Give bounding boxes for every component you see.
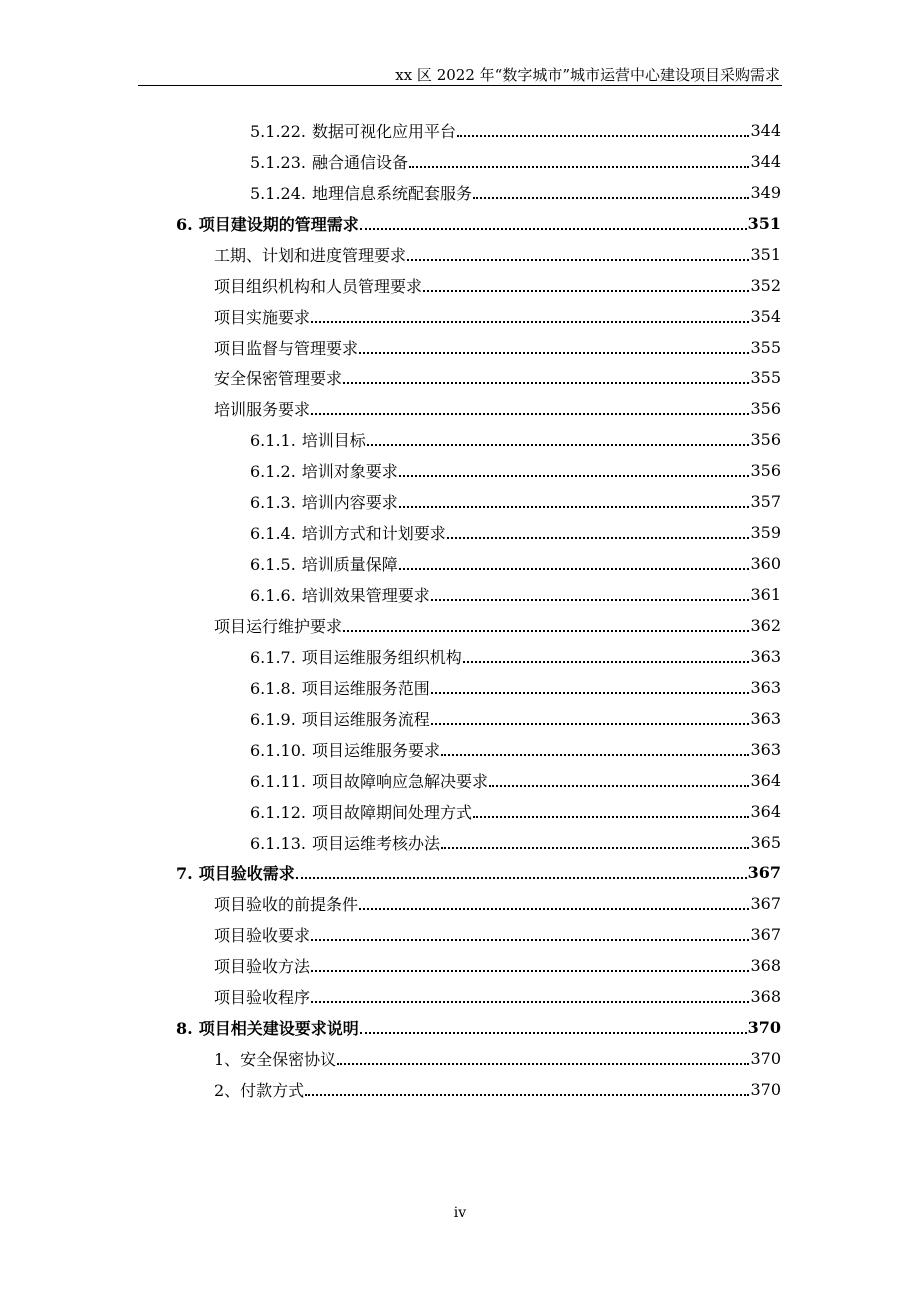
toc-entry-number: 5.1.23. [250, 152, 306, 172]
toc-entry[interactable] [0, 177, 920, 208]
toc-entry[interactable] [0, 765, 920, 796]
toc-entry-title: 项目运维服务流程 [301, 709, 430, 729]
toc-entry[interactable] [0, 270, 920, 301]
toc-entry[interactable] [0, 610, 920, 641]
toc-entry-title: 培训对象要求 [301, 462, 398, 482]
toc-entry-page: 362 [750, 615, 781, 635]
toc-entry-title: 培训目标 [301, 431, 366, 451]
toc-entry-label [250, 645, 462, 668]
toc-entry-label [214, 274, 422, 297]
toc-entry-label [214, 923, 310, 946]
toc-entry-title: 培训服务要求 [214, 400, 311, 420]
toc-entry-page: 360 [750, 554, 781, 574]
dot-leader [489, 784, 749, 787]
toc-entry[interactable] [0, 734, 920, 765]
toc-entry[interactable] [0, 208, 920, 239]
dot-leader [311, 412, 749, 415]
toc-entry-label [250, 490, 398, 513]
toc-entry-title: 项目运维服务要求 [311, 740, 440, 760]
toc-entry-title: 项目监督与管理要求 [214, 338, 359, 358]
toc-entry[interactable] [0, 1074, 920, 1105]
toc-entry[interactable] [0, 579, 920, 610]
dot-leader [367, 443, 750, 446]
toc-entry-page: 367 [750, 925, 781, 945]
toc-entry-label [214, 985, 310, 1008]
toc-entry[interactable] [0, 455, 920, 486]
toc-entry-label [250, 552, 398, 575]
toc-entry[interactable] [0, 703, 920, 734]
toc-entry-title: 项目故障响应急解决要求 [311, 771, 488, 791]
toc-entry-page: 363 [750, 708, 781, 728]
toc-entry-page: 368 [750, 987, 781, 1007]
toc-entry-label [176, 1016, 359, 1039]
toc-entry-number: 6.1.9. [250, 709, 296, 729]
dot-leader [359, 907, 749, 910]
toc-entry-label [214, 954, 310, 977]
toc-entry-number: 5.1.22. [250, 121, 306, 141]
toc-entry[interactable] [0, 888, 920, 919]
toc-entry-label [214, 614, 342, 637]
toc-entry-label [250, 428, 366, 451]
toc-entry-label [250, 521, 446, 544]
toc-entry-title: 培训内容要求 [301, 493, 398, 513]
toc-entry-page: 356 [750, 461, 781, 481]
toc-entry-number: 6.1.3. [250, 493, 296, 513]
toc-entry-title: 培训效果管理要求 [301, 586, 430, 606]
toc-entry[interactable] [0, 641, 920, 672]
toc-entry[interactable] [0, 950, 920, 981]
dot-leader [311, 969, 749, 972]
table-of-contents [0, 115, 920, 1105]
toc-entry-page: 349 [750, 182, 781, 202]
toc-entry-page: 359 [750, 523, 781, 543]
dot-leader [296, 876, 747, 879]
toc-entry-number: 6.1.5. [250, 555, 296, 575]
toc-entry[interactable] [0, 796, 920, 827]
dot-leader [399, 505, 750, 508]
dot-leader [311, 938, 749, 941]
dot-leader [407, 258, 749, 261]
toc-entry-page: 344 [750, 151, 781, 171]
toc-entry[interactable] [0, 363, 920, 394]
toc-entry-page: 344 [750, 120, 781, 140]
toc-entry-label [250, 676, 430, 699]
toc-entry-label [214, 243, 406, 266]
toc-entry-page: 351 [750, 244, 781, 264]
toc-entry[interactable] [0, 146, 920, 177]
dot-leader [360, 227, 747, 230]
toc-entry-page: 367 [750, 894, 781, 914]
toc-entry-label [250, 707, 430, 730]
toc-entry-label [250, 459, 398, 482]
toc-entry-page: 365 [750, 832, 781, 852]
dot-leader [463, 660, 750, 663]
toc-entry[interactable] [0, 517, 920, 548]
toc-entry[interactable] [0, 548, 920, 579]
toc-entry[interactable] [0, 919, 920, 950]
toc-entry-number: 6.1.13. [250, 833, 306, 853]
toc-entry-page: 361 [750, 585, 781, 605]
toc-entry-label [250, 831, 440, 854]
toc-entry[interactable] [0, 1043, 920, 1074]
dot-leader [343, 381, 749, 384]
toc-entry-title: 项目建设期的管理需求 [198, 214, 359, 234]
toc-entry-title: 项目实施要求 [214, 307, 311, 327]
toc-entry-title: 融合通信设备 [311, 152, 408, 172]
toc-entry-title: 项目验收需求 [198, 864, 295, 884]
toc-entry-title: 数据可视化应用平台 [311, 121, 456, 141]
toc-entry-page: 363 [750, 646, 781, 666]
toc-entry[interactable] [0, 827, 920, 858]
toc-entry-page: 370 [747, 1018, 781, 1038]
toc-entry-label [214, 336, 358, 359]
toc-entry-title: 培训质量保障 [301, 555, 398, 575]
toc-entry-page: 363 [750, 739, 781, 759]
toc-entry[interactable] [0, 858, 920, 889]
dot-leader [360, 1031, 747, 1034]
toc-entry[interactable] [0, 393, 920, 424]
toc-entry-title: 2、付款方式 [214, 1081, 305, 1101]
toc-entry-number: 6.1.2. [250, 462, 296, 482]
header-rule [138, 85, 782, 86]
dot-leader [473, 196, 749, 199]
toc-entry-title: 项目组织机构和人员管理要求 [214, 276, 423, 296]
toc-entry-title: 项目运维考核办法 [311, 833, 440, 853]
toc-entry-label [250, 769, 488, 792]
toc-entry-label [214, 1047, 336, 1070]
toc-entry-number: 6.1.7. [250, 647, 296, 667]
toc-entry-label [214, 366, 342, 389]
toc-entry-label [250, 800, 472, 823]
dot-leader [441, 846, 749, 849]
toc-entry-label [250, 119, 456, 142]
dot-leader [447, 536, 750, 539]
toc-entry-title: 项目验收的前提条件 [214, 895, 359, 915]
toc-entry-page: 370 [750, 1049, 781, 1069]
toc-entry-title: 地理信息系统配套服务 [311, 183, 472, 203]
toc-entry-number: 6. [176, 214, 193, 234]
toc-entry-label [214, 305, 310, 328]
page-number: iv [453, 1205, 467, 1221]
dot-leader [359, 351, 749, 354]
toc-entry-title: 项目验收方法 [214, 957, 311, 977]
toc-entry-number: 7. [176, 864, 193, 884]
toc-entry-page: 364 [750, 770, 781, 790]
toc-entry-label [214, 892, 358, 915]
toc-entry-number: 6.1.11. [250, 771, 306, 791]
toc-entry-title: 培训方式和计划要求 [301, 524, 446, 544]
toc-entry-title: 项目验收要求 [214, 926, 311, 946]
toc-entry-page: 367 [747, 863, 781, 883]
dot-leader [343, 629, 749, 632]
toc-entry-label [214, 397, 310, 420]
toc-entry-page: 356 [750, 430, 781, 450]
toc-entry-label [214, 1078, 304, 1101]
dot-leader [305, 1093, 749, 1096]
toc-entry[interactable] [0, 486, 920, 517]
toc-entry-title: 安全保密管理要求 [214, 369, 343, 389]
toc-entry-page: 355 [750, 337, 781, 357]
toc-entry-page: 354 [750, 306, 781, 326]
toc-entry-title: 项目运维服务组织机构 [301, 647, 462, 667]
dot-leader [473, 815, 749, 818]
toc-entry-page: 357 [750, 492, 781, 512]
toc-entry-number: 6.1.1. [250, 431, 296, 451]
toc-entry-number: 6.1.10. [250, 740, 306, 760]
toc-entry-title: 项目运维服务范围 [301, 678, 430, 698]
dot-leader [423, 289, 749, 292]
dot-leader [431, 598, 750, 601]
toc-entry-number: 6.1.4. [250, 524, 296, 544]
toc-entry-page: 352 [750, 275, 781, 295]
toc-entry[interactable] [0, 301, 920, 332]
dot-leader [409, 165, 749, 168]
dot-leader [431, 722, 750, 725]
toc-entry-page: 364 [750, 801, 781, 821]
toc-entry[interactable] [0, 981, 920, 1012]
toc-entry-number: 8. [176, 1019, 193, 1039]
dot-leader [399, 474, 750, 477]
toc-entry-title: 项目相关建设要求说明 [198, 1019, 359, 1039]
toc-entry-label [250, 738, 440, 761]
toc-entry-page: 370 [750, 1080, 781, 1100]
dot-leader [311, 1000, 749, 1003]
toc-entry[interactable] [0, 239, 920, 270]
toc-entry-number: 6.1.8. [250, 678, 296, 698]
toc-entry-number: 6.1.12. [250, 802, 306, 822]
toc-entry[interactable] [0, 115, 920, 146]
toc-entry-number: 6.1.6. [250, 586, 296, 606]
toc-entry-title: 项目故障期间处理方式 [311, 802, 472, 822]
toc-entry-title: 1、安全保密协议 [214, 1050, 337, 1070]
dot-leader [431, 691, 750, 694]
toc-entry-label [250, 583, 430, 606]
toc-entry[interactable] [0, 424, 920, 455]
dot-leader [337, 1062, 749, 1065]
toc-entry-page: 355 [750, 368, 781, 388]
toc-entry-label [176, 861, 295, 884]
toc-entry[interactable] [0, 1012, 920, 1043]
dot-leader [399, 567, 750, 570]
toc-entry-page: 356 [750, 399, 781, 419]
toc-entry-title: 项目验收程序 [214, 988, 311, 1008]
toc-entry-label [250, 150, 408, 173]
running-header: xx 区 2022 年“数字城市”城市运营中心建设项目采购需求 [395, 66, 780, 84]
toc-entry[interactable] [0, 332, 920, 363]
toc-entry[interactable] [0, 672, 920, 703]
toc-entry-page: 368 [750, 956, 781, 976]
toc-entry-label [176, 212, 359, 235]
toc-entry-title: 项目运行维护要求 [214, 616, 343, 636]
toc-entry-number: 5.1.24. [250, 183, 306, 203]
dot-leader [311, 320, 749, 323]
toc-entry-title: 工期、计划和进度管理要求 [214, 245, 407, 265]
dot-leader [441, 753, 749, 756]
toc-entry-label [250, 181, 472, 204]
toc-entry-page: 363 [750, 677, 781, 697]
dot-leader [457, 134, 749, 137]
toc-entry-page: 351 [747, 213, 781, 233]
